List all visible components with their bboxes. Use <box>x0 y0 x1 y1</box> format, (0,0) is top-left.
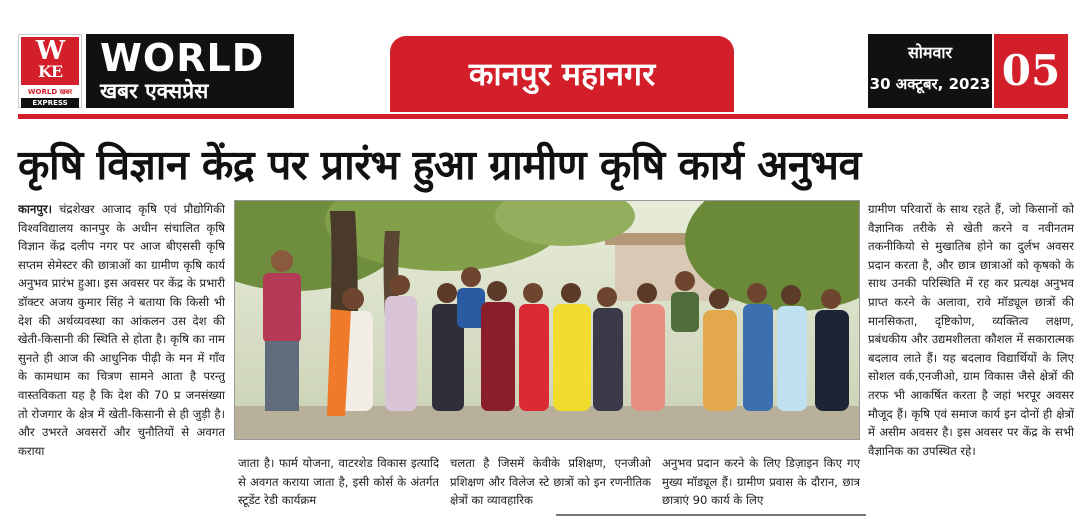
masthead <box>18 30 1068 114</box>
date-box <box>868 34 992 108</box>
logo-letters-bottom: KE <box>37 62 63 81</box>
bottom-rule <box>556 514 866 516</box>
article-column-1 <box>18 200 225 518</box>
group-photo-illustration <box>235 201 860 440</box>
issue-date: 30 अक्टूबर, 2023 <box>869 75 991 93</box>
dateline: कानपुर। <box>18 202 53 216</box>
issue-day: सोमवार <box>907 43 953 62</box>
brand-title: WORLD <box>100 36 265 80</box>
article-column-3: चलता है जिसमें केवीके प्रशिक्षण, एनजीओ प्रशिक्षण और विलेज स्टे छात्रों को इन रणनीतिक क्षेत्रों का व्यावहारिक <box>450 456 651 508</box>
brand-subtitle: खबर एक्सप्रेस <box>100 79 209 103</box>
logo-letters-top: W <box>35 36 65 66</box>
newspaper-logo <box>18 34 82 108</box>
standing-man <box>263 250 301 411</box>
column-1-text: चंद्रशेखर आजाद कृषि एवं प्रौद्योगिकी विश्वविद्यालय कानपुर के अधीन संचालित कृषि विज्ञान केंद्र दलीप नगर पर आज बीएससी कृषि सप्तम सेमेस्टर की छात्राओं का ग्रामीण कृषि कार्य अनुभव प्रारंभ हुआ। इस अवसर पर केंद्र के प्रभारी डॉक्टर अजय कुमार सिंह ने बताया कि किसी भी देश की अर्थव्यवस्था का आंकलन उस देश की खेती-किसानी की स्थिति से होता है। कृषि का नाम सुनते ही आज की आधुनिक पीढ़ी के मन में गाँव के कामधाम का चित्रण सामने आता है परन्तु वास्तविकता यह है कि देश की 70 प्र जनसंख्या तो रोजगार के क्षेत्र में खेती-किसानी से ही जुड़ी है। और उभरते अवसरों और चुनौतियों से अवगत कराया <box>18 202 225 458</box>
section-title: कानपुर महानगर <box>390 36 734 112</box>
brand-nameplate <box>86 34 294 108</box>
page-number: 05 <box>994 34 1068 108</box>
logo-caption: WORLD खबर <box>27 88 73 96</box>
article-column-5: ग्रामीण परिवारों के साथ रहते हैं, जो किसानों को वैज्ञानिक तरीके से खेती करने व नवीनतम तकनीकियो से मुखातिब होने का दुर्लभ अवसर प्रदान करता है, और छात्र छात्राओं को कृषको के साथ उनकी परिस्थिति में रह कर प्रत्यक्ष अनुभव प्राप्त करने के अलावा, रावे मॉड्यूल छात्रों की मानसिकता, दृष्टिकोण, व्यक्तित्व लक्षण, प्रबंधकीय और उद्यमशीलता कौशल में सकारात्मक बदलाव लाते हैं। यह बदलाव विद्यार्थियों के लिए सोशल वर्क,एनजीओ, ग्राम विकास जैसे क्षेत्रों की तरफ भी आकर्षित करता है जहां भरपूर अवसर मौजूद हैं। कृषि एवं समाज कार्य इन दोनों ही क्षेत्रों में असीम अवसर है। इस अवसर पर केंद्र के सभी वैज्ञानिक का उपस्थित रहे। <box>868 202 1074 458</box>
masthead-divider <box>18 114 1068 119</box>
article-headline: कृषि विज्ञान केंद्र पर प्रारंभ हुआ ग्रामीण कृषि कार्य अनुभव <box>18 141 861 189</box>
article-column-4: अनुभव प्रदान करने के लिए डिज़ाइन किए गए मुख्य मॉड्यूल हैं। ग्रामीण प्रवास के दौरान, छात्र छात्राएं 90 कार्य के लिए <box>662 456 860 508</box>
article-column-2: जाता है। फार्म योजना, वाटरशेड विकास इत्यादि से अवगत कराया जाता है, इसी कोर्स के अंतर्गत स्टूडेंट रेडी कार्यक्रम <box>238 456 439 508</box>
article-photo <box>234 200 860 440</box>
logo-mark <box>21 37 79 85</box>
logo-express: EXPRESS <box>21 98 79 108</box>
